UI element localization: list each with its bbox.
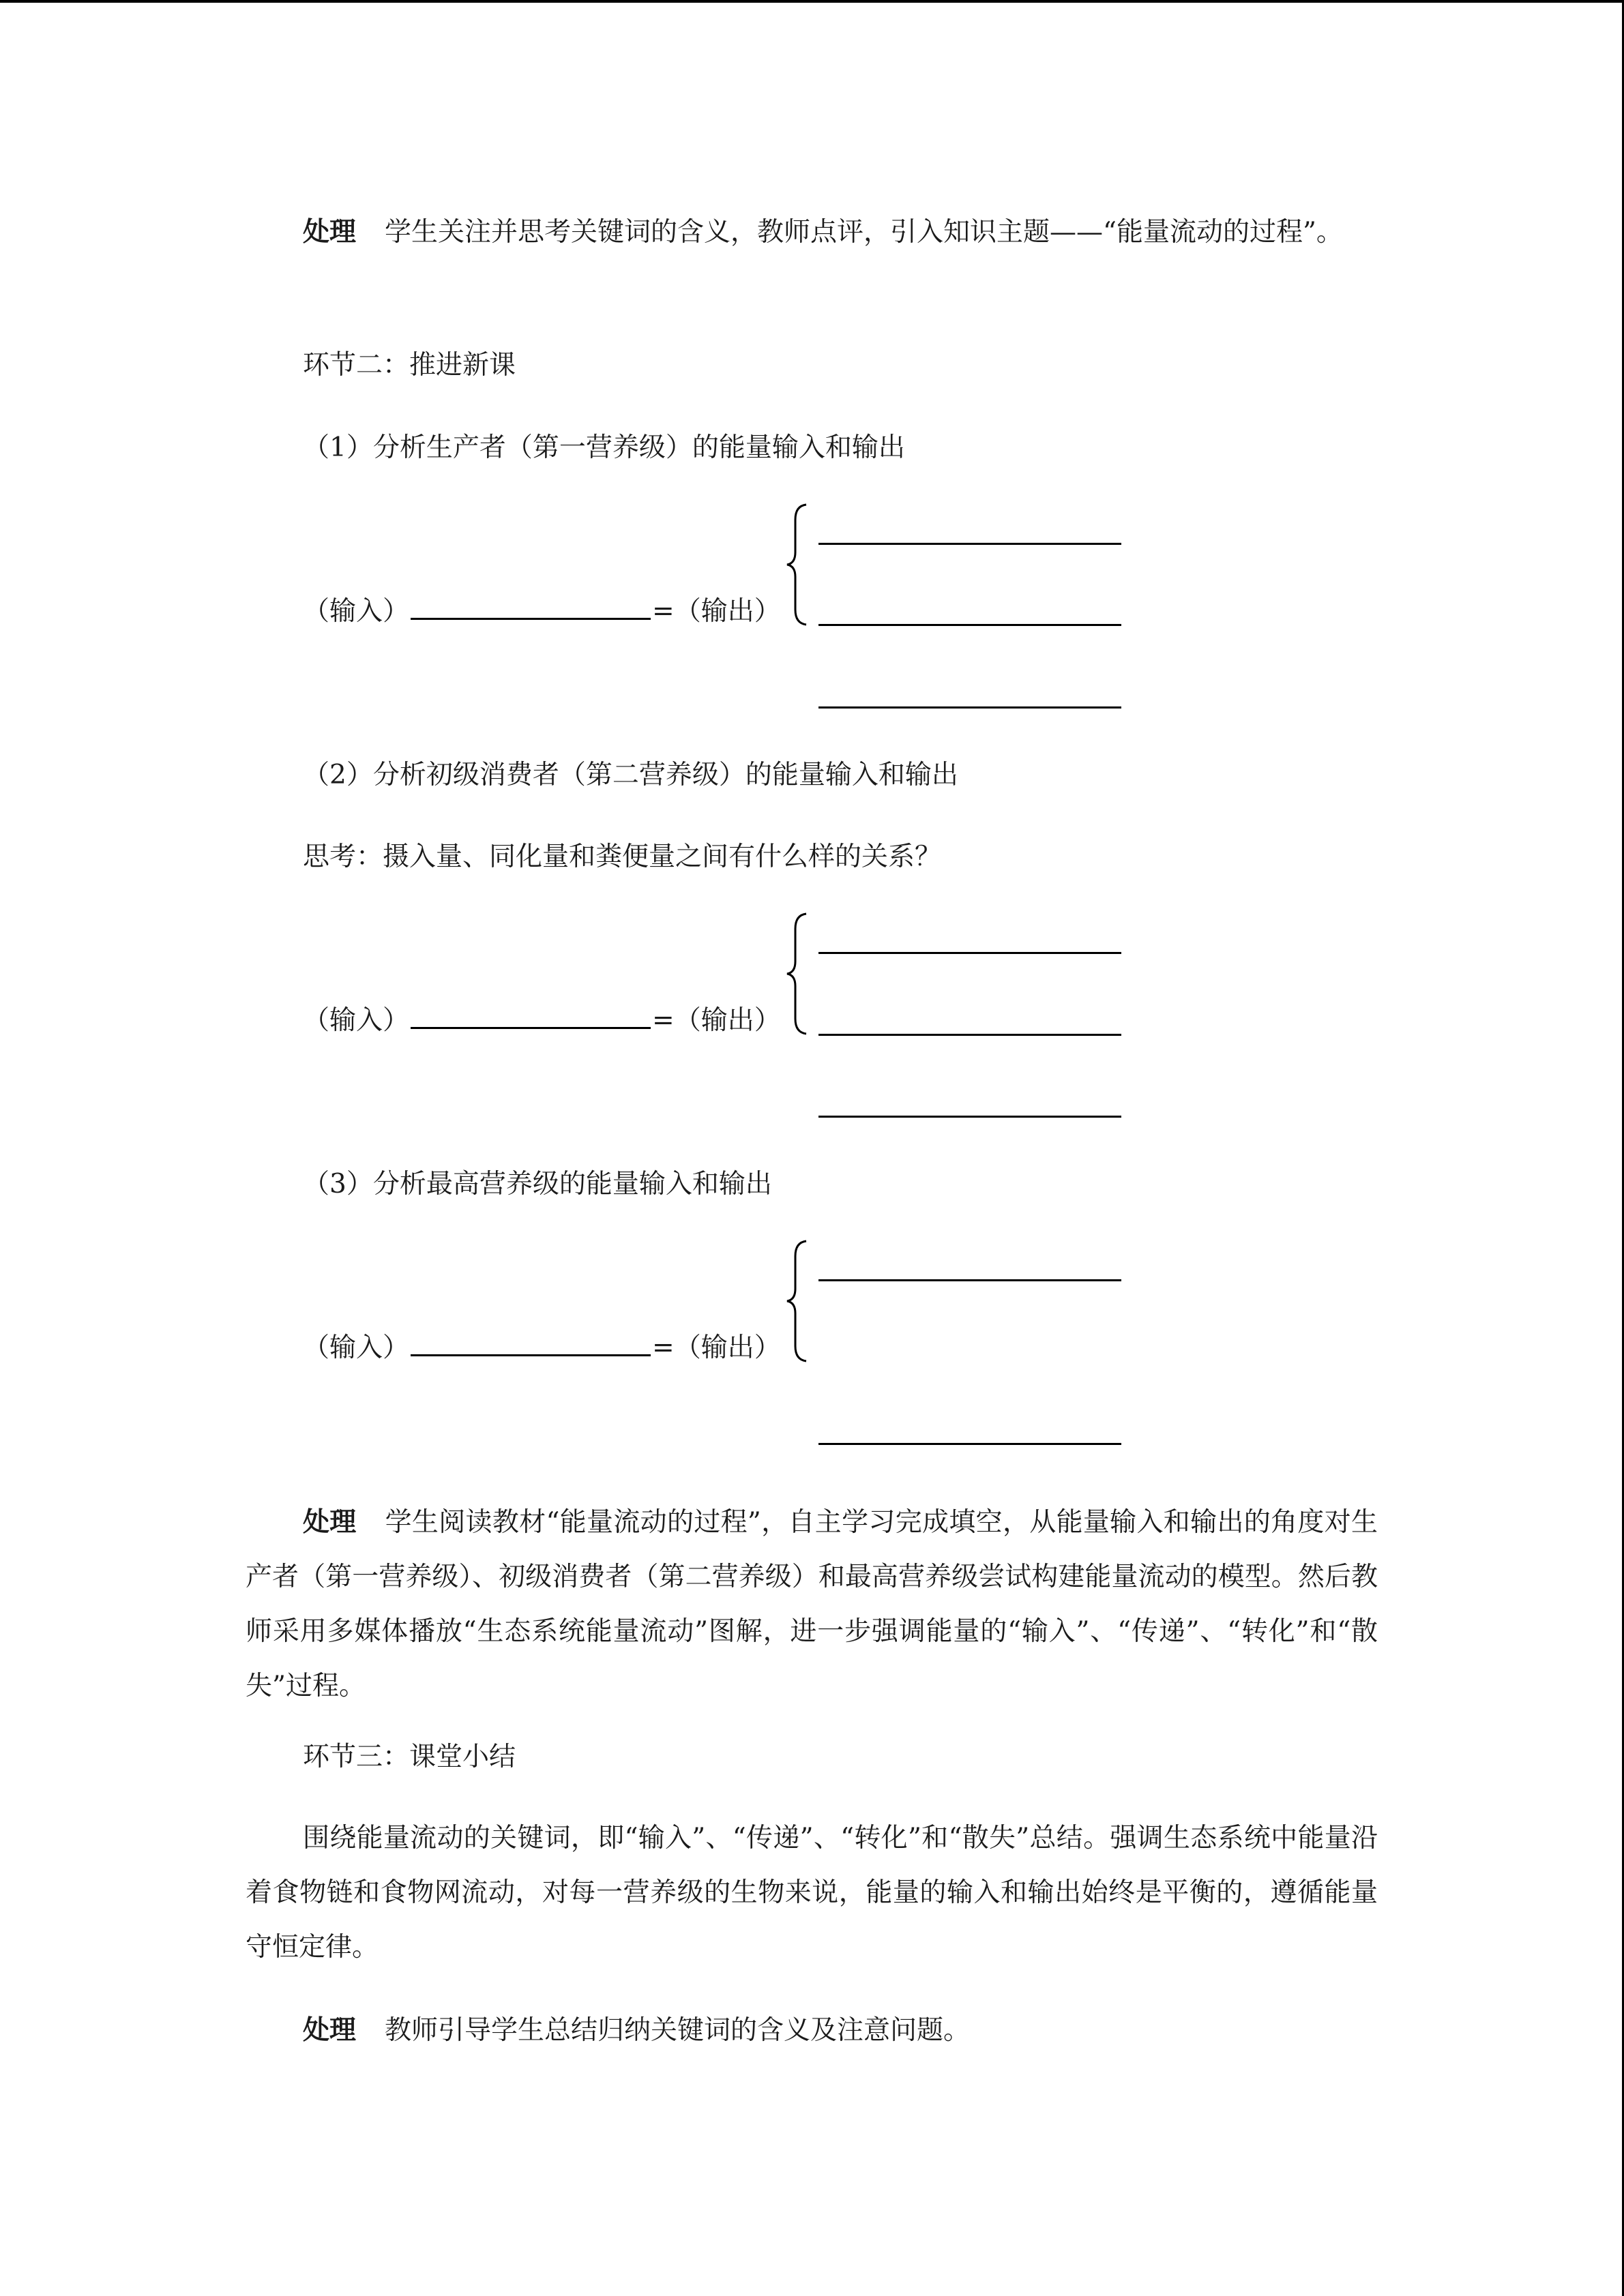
process3-label: 处理 xyxy=(303,2014,357,2046)
part3-heading: （3）分析最高营养级的能量输入和输出 xyxy=(303,1169,772,1199)
part1-output-blank-3[interactable] xyxy=(818,706,1121,709)
process2-paragraph xyxy=(246,1495,1378,1714)
part1-input-label: （输入） xyxy=(303,596,410,627)
part2-heading: （2）分析初级消费者（第二营养级）的能量输入和输出 xyxy=(303,760,958,790)
part2-output-label: =（输出） xyxy=(652,1005,781,1036)
part1-heading: （1）分析生产者（第一营养级）的能量输入和输出 xyxy=(303,432,905,463)
part2-equation xyxy=(303,1004,781,1038)
part2-input-label: （输入） xyxy=(303,1005,410,1036)
part1-output-label: =（输出） xyxy=(652,596,781,627)
part3-output-label: =（输出） xyxy=(652,1332,781,1363)
part2-output-blank-3[interactable] xyxy=(818,1116,1121,1118)
part3-brace xyxy=(784,1240,812,1362)
part1-output-blank-1[interactable] xyxy=(818,543,1121,545)
summary-paragraph: 围绕能量流动的关键词，即“输入”、“传递”、“转化”和“散失”总结。强调生态系统中能量沿着食物链和食物网流动，对每一营养级的生物来说，能量的输入和输出始终是平衡的，遵循能量守恒定律。 xyxy=(246,1823,1378,1963)
intro-paragraph xyxy=(246,205,1378,260)
part2-question: 思考：摄入量、同化量和粪便量之间有什么样的关系？ xyxy=(303,841,942,872)
page-top-border xyxy=(0,0,1624,3)
part1-output-blank-2[interactable] xyxy=(818,624,1121,626)
section3-heading: 环节三：课堂小结 xyxy=(303,1742,516,1772)
process3-text: 教师引导学生总结归纳关键词的含义及注意问题。 xyxy=(385,2015,971,2046)
process3-paragraph xyxy=(246,2003,1378,2058)
part2-brace xyxy=(784,912,812,1035)
process2-label: 处理 xyxy=(303,1506,357,1538)
process2-text: 学生阅读教材“能量流动的过程”，自主学习完成填空，从能量输入和输出的角度对生产者（第一营养级）、初级消费者（第二营养级）和最高营养级尝试构建能量流动的模型。然后教师采用多媒体播放“生态系统能量流动”图解，进一步强调能量的“输入”、“传递”、“转化”和“散失”过程。 xyxy=(246,1507,1378,1701)
part3-output-blank-2[interactable] xyxy=(818,1443,1121,1445)
part2-output-blank-2[interactable] xyxy=(818,1034,1121,1036)
part2-output-blank-1[interactable] xyxy=(818,952,1121,954)
part3-equation xyxy=(303,1331,781,1365)
intro-text: 学生关注并思考关键词的含义，教师点评，引入知识主题——“能量流动的过程”。 xyxy=(385,217,1343,248)
part3-input-blank[interactable] xyxy=(411,1334,651,1356)
part3-output-blank-1[interactable] xyxy=(818,1279,1121,1281)
part1-input-blank[interactable] xyxy=(411,597,651,620)
intro-label: 处理 xyxy=(303,216,357,248)
section2-heading: 环节二：推进新课 xyxy=(303,350,516,381)
part3-input-label: （输入） xyxy=(303,1332,410,1363)
part2-input-blank[interactable] xyxy=(411,1007,651,1029)
part1-brace xyxy=(784,503,812,626)
part1-equation xyxy=(303,595,781,629)
